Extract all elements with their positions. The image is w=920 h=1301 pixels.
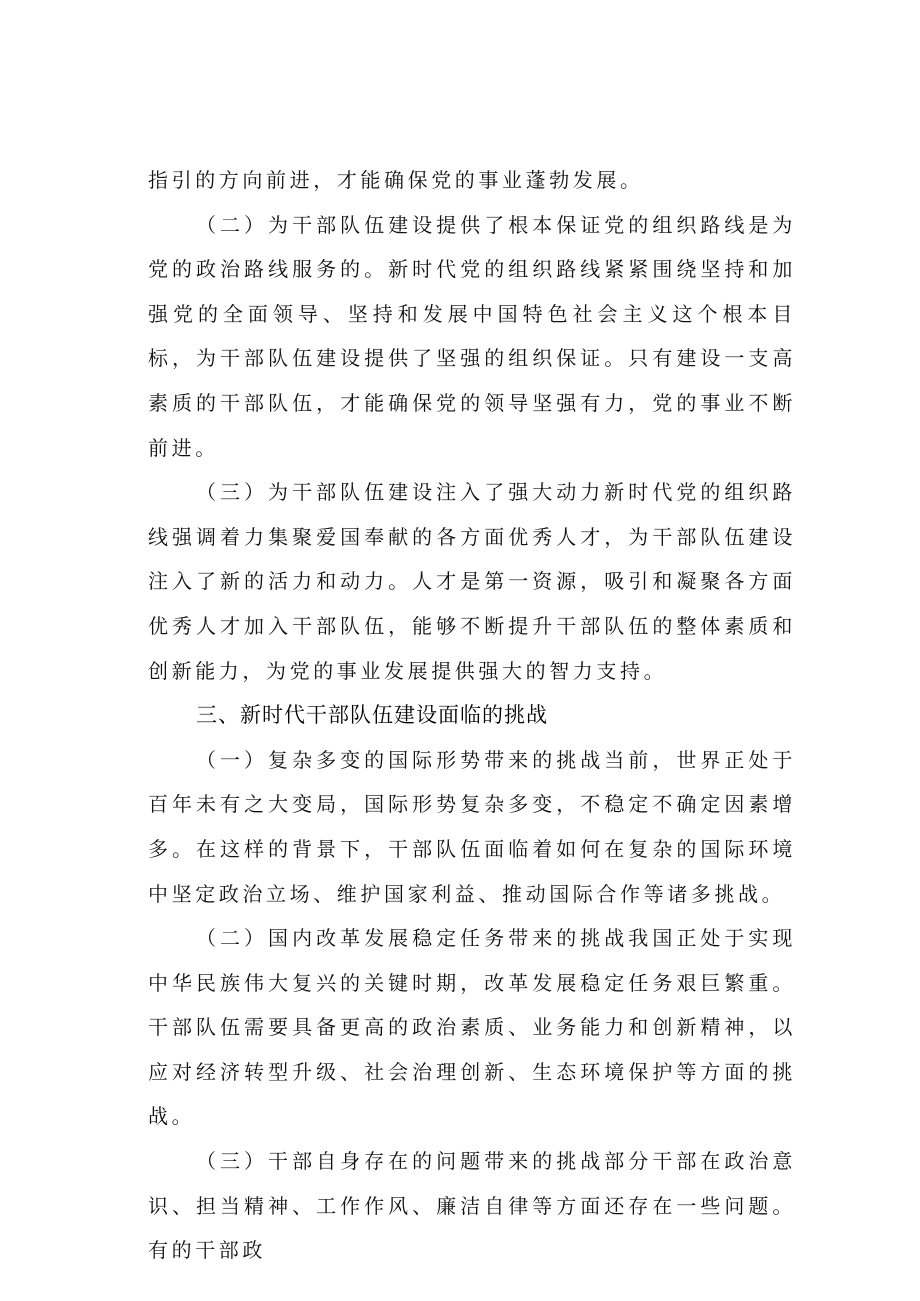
paragraph-section-2-3: （三）为干部队伍建设注入了强大动力新时代党的组织路线强调着力集聚爱国奉献的各方面优秀人才，为干部队伍建设注入了新的活力和动力。人才是第一资源，吸引和凝聚各方面优秀人才加入干部队伍，能够不断提升干部队伍的整体素质和创新能力，为党的事业发展提供强大的智力支持。 [148, 480, 796, 683]
paragraph-continuation: 指引的方向前进，才能确保党的事业蓬勃发展。 [148, 168, 644, 192]
paragraph-section-2-2: （二）为干部队伍建设提供了根本保证党的组织路线是为党的政治路线服务的。新时代党的组织路线紧紧围绕坚持和加强党的全面领导、坚持和发展中国特色社会主义这个根本目标，为干部队伍建设提供了坚强的组织保证。只有建设一支高素质的干部队伍，才能确保党的领导坚强有力，党的事业不断前进。 [148, 212, 796, 460]
paragraph-section-3-1: （一）复杂多变的国际形势带来的挑战当前，世界正处于百年未有之大变局，国际形势复杂多变，不稳定不确定因素增多。在这样的背景下，干部队伍面临着如何在复杂的国际环境中坚定政治立场、维护国家利益、推动国际合作等诸多挑战。 [148, 747, 796, 906]
document-body [148, 158, 796, 1273]
paragraph-section-3-3: （三）干部自身存在的问题带来的挑战部分干部在政治意识、担当精神、工作作风、廉洁自律等方面还存在一些问题。有的干部政 [148, 1149, 796, 1263]
paragraph-section-3-2: （二）国内改革发展稳定任务带来的挑战我国正处于实现中华民族伟大复兴的关键时期，改革发展稳定任务艰巨繁重。干部队伍需要具备更高的政治素质、业务能力和创新精神，以应对经济转型升级、社会治理创新、生态环境保护等方面的挑战。 [148, 926, 796, 1129]
section-heading-3: 三、新时代干部队伍建设面临的挑战 [196, 703, 548, 728]
